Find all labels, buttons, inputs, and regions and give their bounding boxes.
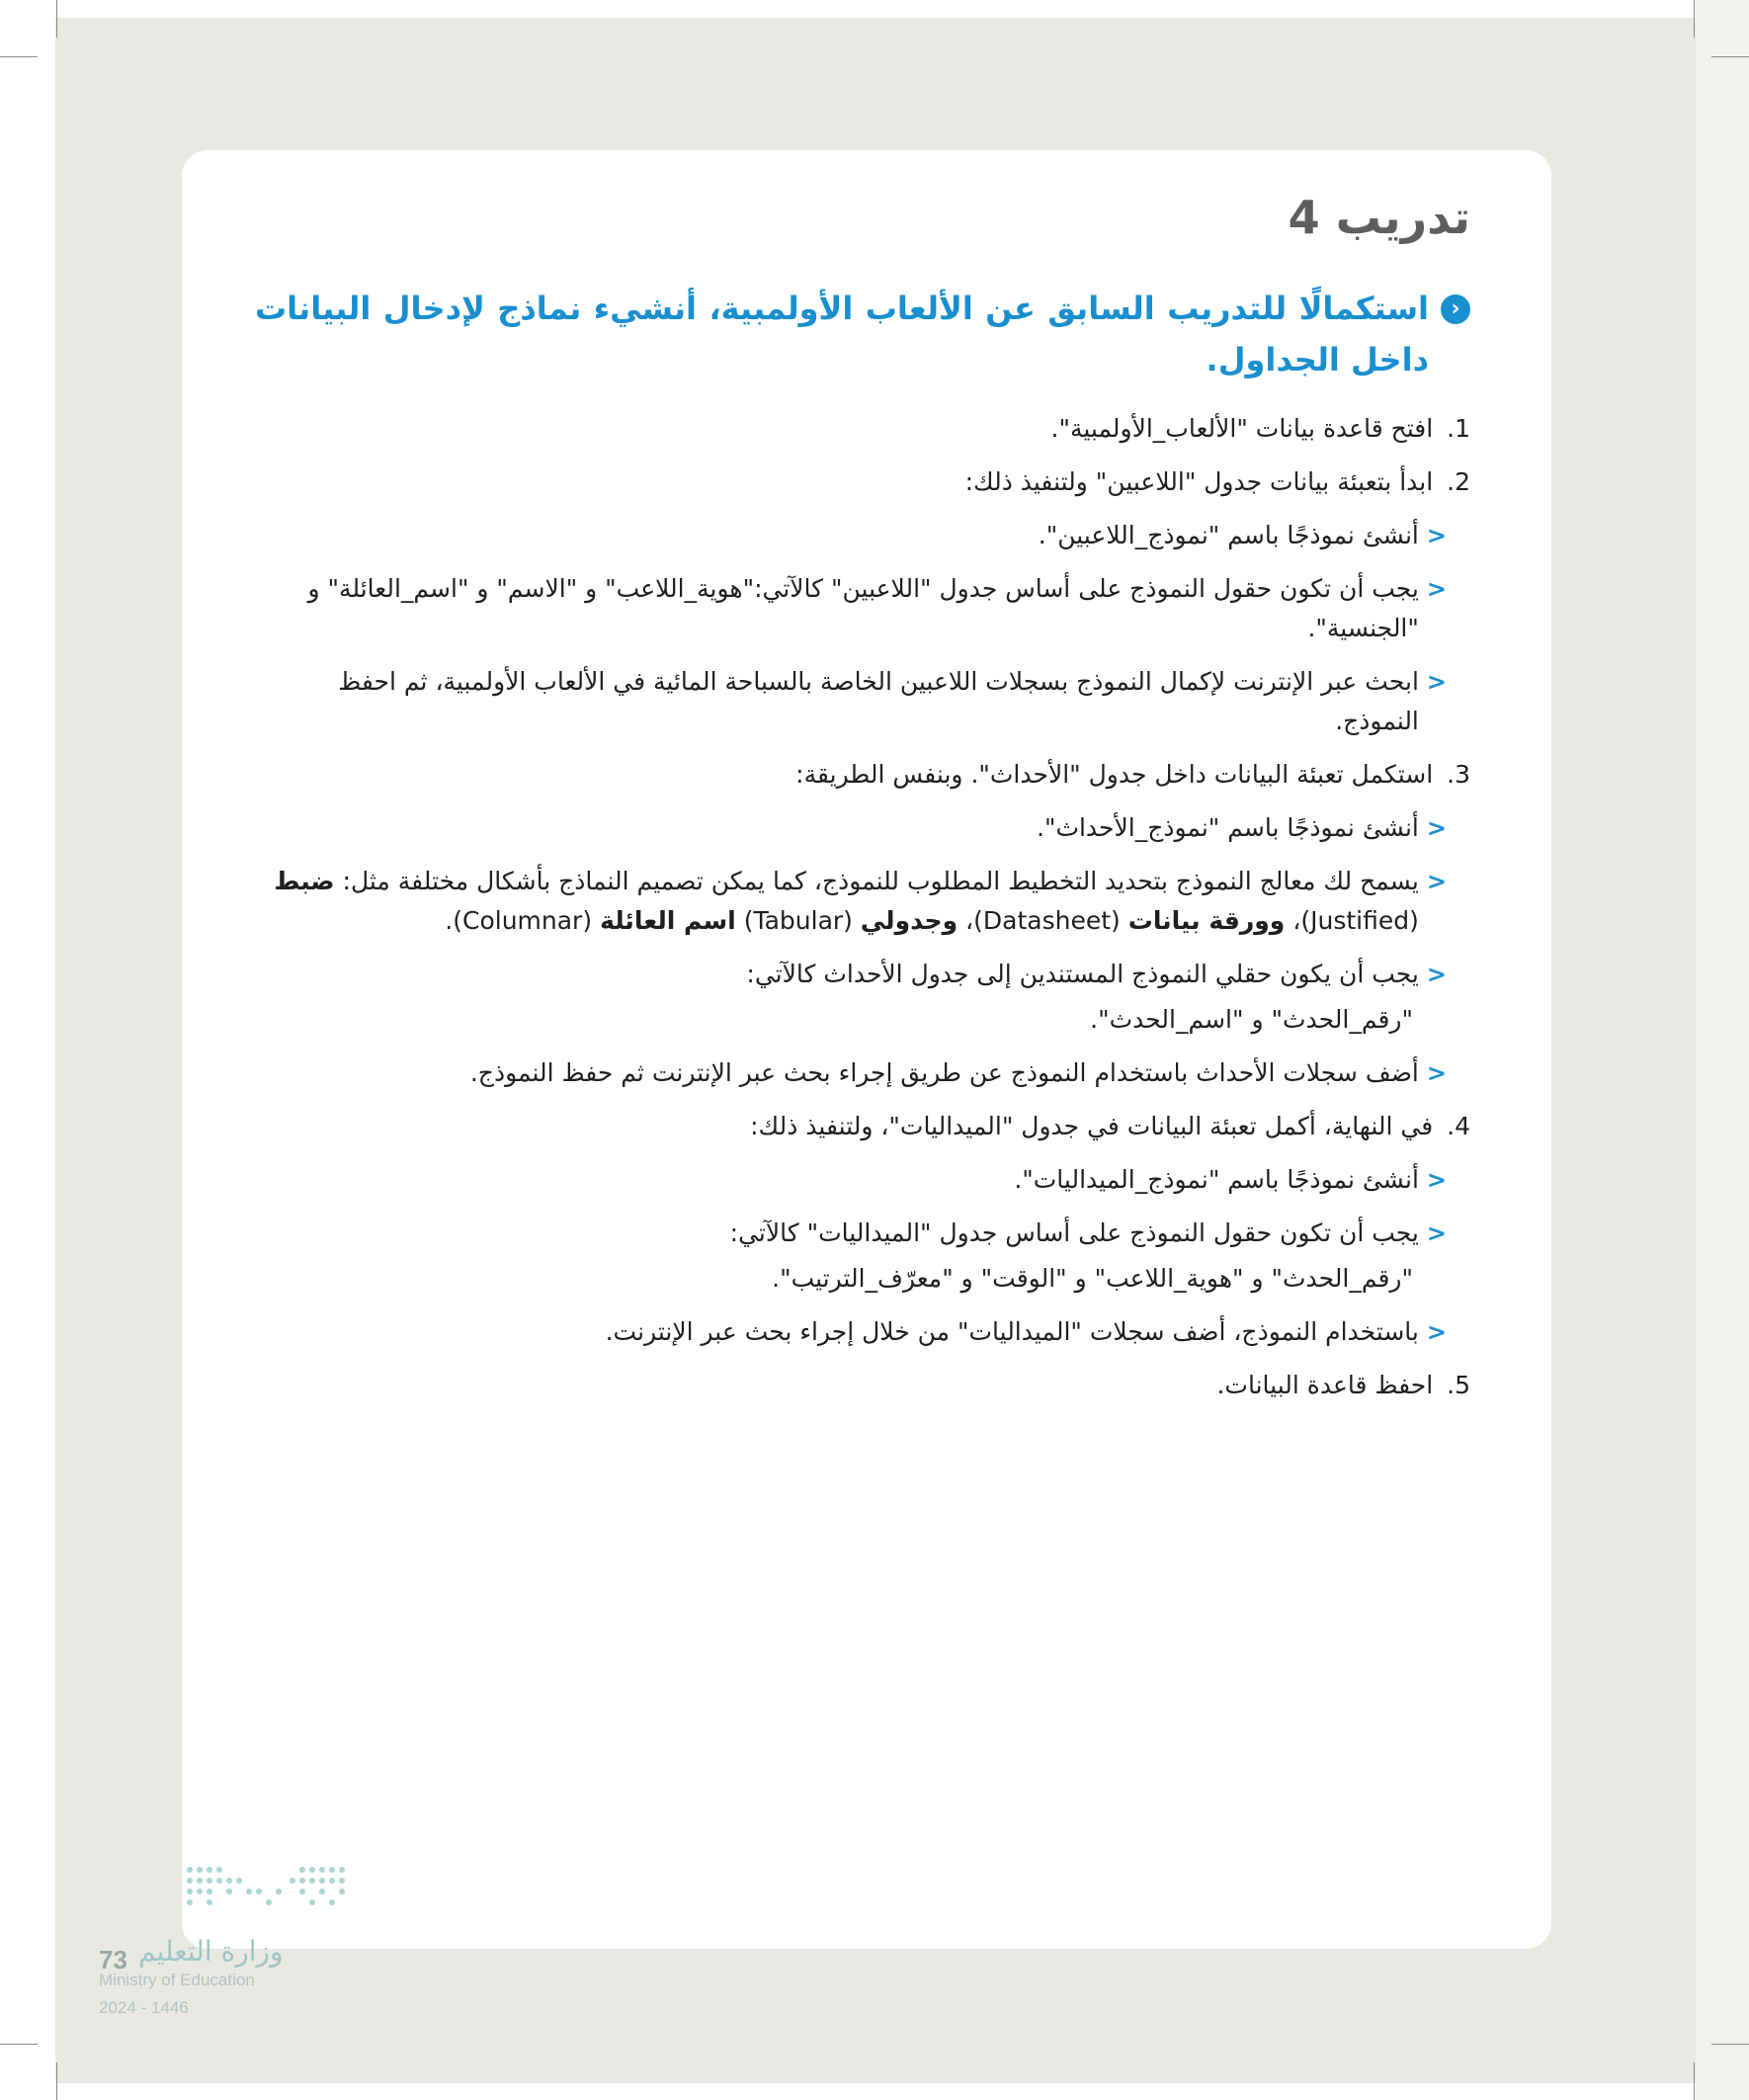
crop-mark — [1694, 0, 1695, 38]
layout-datasheet: وورقة بيانات — [1127, 906, 1286, 935]
step-text: في النهاية، أكمل تعبئة البيانات في جدول "الميداليات"، ولتنفيذ ذلك: — [750, 1112, 1434, 1140]
crop-mark — [1711, 2044, 1749, 2045]
exercise-content — [255, 178, 1470, 1419]
step-5 — [255, 1366, 1470, 1405]
bullet-chevron-icon: < — [1426, 522, 1447, 549]
bullet-text: أضف سجلات الأحداث باستخدام النموذج عن طريق إجراء بحث عبر الإنترنت ثم حفظ النموذج. — [469, 1058, 1419, 1087]
bullet-chevron-icon: < — [1426, 1318, 1447, 1346]
list-item — [255, 1053, 1447, 1093]
crop-mark — [1694, 2062, 1695, 2100]
bullet-text: يسمح لك معالج النموذج بتحديد التخطيط المطلوب للنموذج، كما يمكن تصميم النماذج بأشكال مختلفة مثل: ضبط (Justified)، وورقة بيانات (Datasheet)، وجدولي (Tabular) اسم العائلة (Columnar). — [274, 867, 1419, 935]
list-item — [255, 662, 1447, 741]
list-item — [255, 516, 1447, 555]
page-number: 73 — [99, 1945, 127, 1974]
bullet-text: أنشئ نموذجًا باسم "نموذج_الميداليات". — [1014, 1165, 1419, 1194]
step-4 — [255, 1107, 1470, 1146]
list-item — [255, 862, 1447, 941]
layout-columnar: اسم العائلة — [600, 906, 736, 935]
edition-year: 2024 - 1446 — [99, 1998, 189, 2017]
list-item — [255, 1312, 1447, 1352]
step-number: 1. — [1447, 414, 1470, 443]
chevron-left-circle-icon: ‹ — [1441, 294, 1470, 324]
step-2 — [255, 462, 1470, 502]
step-text: افتح قاعدة بيانات "الألعاب_الأولمبية". — [1050, 414, 1434, 443]
page-edge-strip — [1696, 0, 1749, 2100]
bullet-text: يجب أن يكون حقلي النموذج المستندين إلى جدول الأحداث كالآتي: — [746, 960, 1419, 988]
crop-mark — [56, 0, 57, 38]
bullet-chevron-icon: < — [1426, 961, 1447, 988]
bullet-text: أنشئ نموذجًا باسم "نموذج_اللاعبين". — [1038, 521, 1419, 549]
step-text: احفظ قاعدة البيانات. — [1216, 1371, 1434, 1399]
step-number: 4. — [1447, 1112, 1470, 1140]
bullet-chevron-icon: < — [1426, 1166, 1447, 1194]
exercise-intro — [255, 283, 1470, 385]
layout-tabular-en: (Tabular) — [743, 906, 853, 935]
bullet-chevron-icon: < — [1426, 1059, 1447, 1087]
ministry-name-english: Ministry of Education — [99, 1971, 255, 1989]
bullet-chevron-icon: < — [1426, 575, 1447, 603]
ministry-logo-dots-icon — [184, 1864, 352, 1909]
list-item — [255, 808, 1447, 848]
bullet-chevron-icon: < — [1426, 814, 1447, 842]
step-text: استكمل تعبئة البيانات داخل جدول "الأحداث". وبنفس الطريقة: — [795, 760, 1434, 789]
bullet-chevron-icon: < — [1426, 668, 1447, 696]
list-item — [255, 1160, 1447, 1200]
intro-text: استكمالًا للتدريب السابق عن الألعاب الأولمبية، أنشيء نماذج لإدخال البيانات داخل الجداول. — [255, 290, 1429, 378]
bullet-text: أنشئ نموذجًا باسم "نموذج_الأحداث". — [1037, 813, 1419, 842]
layout-datasheet-en: (Datasheet) — [973, 906, 1121, 935]
step-3 — [255, 755, 1470, 795]
layout-intro: يسمح لك معالج النموذج بتحديد التخطيط المطلوب للنموذج، كما يمكن تصميم النماذج بأشكال مختلفة مثل: — [342, 867, 1419, 895]
layout-justified-en: (Justified) — [1300, 906, 1419, 935]
bullet-text: باستخدام النموذج، أضف سجلات "الميداليات" من خلال إجراء بحث عبر الإنترنت. — [605, 1317, 1419, 1346]
layout-justified: ضبط — [274, 867, 335, 895]
step-1 — [255, 409, 1470, 449]
list-item — [255, 1214, 1447, 1253]
bullet-chevron-icon: < — [1426, 868, 1447, 895]
ministry-name-arabic: وزارة التعليم — [138, 1935, 284, 1968]
step-number: 5. — [1447, 1371, 1470, 1399]
crop-mark — [1711, 56, 1749, 57]
list-item — [255, 569, 1447, 648]
list-item — [255, 955, 1447, 994]
step-number: 3. — [1447, 760, 1470, 789]
bullet-text: يجب أن تكون حقول النموذج على أساس جدول "اللاعبين" كالآتي:"هوية_اللاعب" و "الاسم" و "اسم_العائلة" و "الجنسية". — [307, 574, 1419, 642]
step-text: ابدأ بتعبئة بيانات جدول "اللاعبين" ولتنفيذ ذلك: — [964, 467, 1434, 496]
bullet-chevron-icon: < — [1426, 1219, 1447, 1247]
fields-line: "رقم_الحدث" و "اسم_الحدث". — [1090, 1005, 1413, 1034]
crop-mark — [56, 2062, 57, 2100]
crop-mark — [0, 56, 38, 57]
layout-columnar-en: (Columnar) — [453, 906, 593, 935]
steps-list — [255, 409, 1470, 1405]
bullet-text: يجب أن تكون حقول النموذج على أساس جدول "الميداليات" كالآتي: — [729, 1218, 1419, 1247]
crop-mark — [0, 2044, 38, 2045]
bullet-text: ابحث عبر الإنترنت لإكمال النموذج بسجلات اللاعبين الخاصة بالسباحة المائية في الألعاب الأولمبية، ثم احفظ النموذج. — [338, 667, 1419, 735]
exercise-title: تدريب 4 — [1288, 191, 1470, 244]
fields-line: "رقم_الحدث" و "هوية_اللاعب" و "الوقت" و "معرّف_الترتيب". — [772, 1264, 1413, 1293]
step-number: 2. — [1447, 467, 1470, 496]
layout-tabular: وجدولي — [860, 906, 958, 935]
